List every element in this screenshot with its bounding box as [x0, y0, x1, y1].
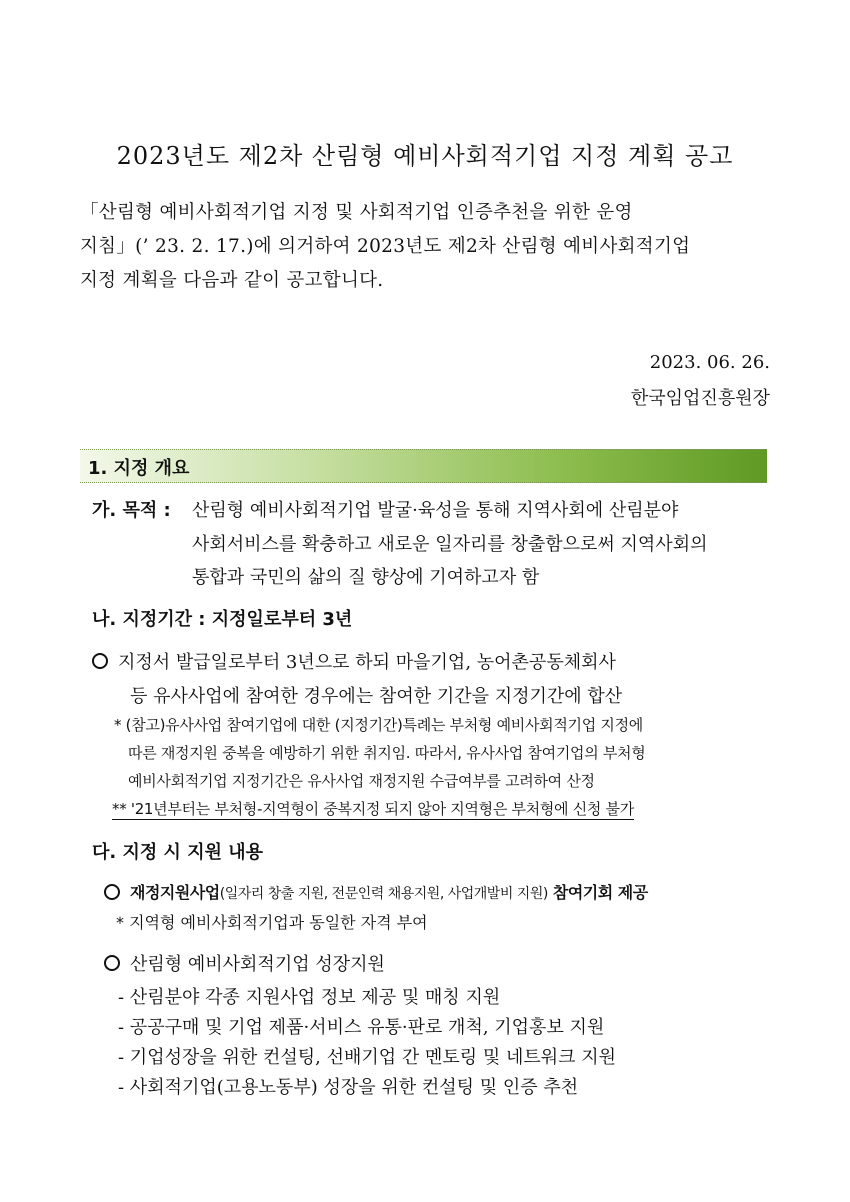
period-bullet-line-2: 등 유사사업에 참여한 경우에는 참여한 기간을 지정기간에 합산	[130, 686, 623, 707]
announcement-date: 2023. 06. 26.	[649, 352, 770, 373]
period-note-1-line-2: 따른 재정지원 중복을 예방하기 위한 취지임. 따라서, 유사사업 참여기업의 부처형	[128, 744, 646, 762]
support-item-1-small: (일자리 창출 지원, 전문인력 채용지원, 사업개발비 지원)	[219, 886, 548, 902]
section-1-title: 1. 지정 개요	[88, 458, 190, 479]
circle-bullet-icon	[104, 884, 120, 900]
circle-bullet-icon	[92, 653, 108, 669]
period-note-2-text: ** '21년부터는 부처형-지역형이 중복지정 되지 않아 지역형은 부처형에 신청 불가	[112, 800, 634, 818]
intro-line-1: 「산림형 예비사회적기업 지정 및 사회적기업 인증추천을 위한 운영	[80, 202, 633, 223]
period-bullet-line-1	[92, 648, 616, 674]
circle-bullet-icon	[104, 955, 120, 971]
intro-line-2: 지침」(’ 23. 2. 17.)에 의거하여 2023년도 제2차 산림형 예비사회적기업	[80, 236, 691, 257]
period-bullet-text-1: 지정서 발급일로부터 3년으로 하되 마을기업, 농어촌공동체회사	[118, 652, 616, 673]
issuer-name: 한국임업진흥원장	[630, 388, 770, 409]
support-item-1-bold-a: 재정지원사업	[130, 883, 220, 902]
support-item-2-text: 산림형 예비사회적기업 성장지원	[130, 954, 385, 975]
support-sub-item: - 사회적기업(고용노동부) 성장을 위한 컨설팅 및 인증 추천	[118, 1077, 579, 1098]
section-1-header	[80, 449, 767, 483]
support-item-1-bold-b: 참여기회 제공	[547, 883, 648, 902]
support-heading: 다. 지정 시 지원 내용	[92, 842, 264, 863]
purpose-line-3: 통합과 국민의 삶의 질 향상에 기여하고자 함	[192, 567, 540, 588]
purpose-line-1: 산림형 예비사회적기업 발굴·육성을 통해 지역사회에 산림분야	[192, 500, 679, 521]
support-item-2	[104, 950, 385, 976]
period-note-1-line-3: 예비사회적기업 지정기간은 유사사업 재정지원 수급여부를 고려하여 산정	[128, 772, 595, 790]
purpose-label: 가. 목적 :	[92, 500, 171, 521]
period-note-2	[112, 798, 634, 819]
support-item-1	[104, 880, 648, 903]
page-title: 2023년도 제2차 산림형 예비사회적기업 지정 계획 공고	[116, 142, 734, 170]
period-note-1-line-1: * (참고)유사사업 참여기업에 대한 (지정기간)특례는 부처형 예비사회적기업 지정에	[114, 716, 643, 734]
support-sub-item: - 공공구매 및 기업 제품·서비스 유통·판로 개척, 기업홍보 지원	[118, 1017, 605, 1038]
support-sub-item: - 산림분야 각종 지원사업 정보 제공 및 매칭 지원	[118, 987, 501, 1008]
intro-line-3: 지정 계획을 다음과 같이 공고합니다.	[80, 270, 384, 291]
support-item-1-note: * 지역형 예비사회적기업과 동일한 자격 부여	[116, 913, 428, 932]
period-heading: 나. 지정기간 : 지정일로부터 3년	[92, 609, 353, 630]
purpose-line-2: 사회서비스를 확충하고 새로운 일자리를 창출함으로써 지역사회의	[192, 534, 708, 555]
support-sub-item: - 기업성장을 위한 컨설팅, 선배기업 간 멘토링 및 네트워크 지원	[118, 1047, 616, 1068]
